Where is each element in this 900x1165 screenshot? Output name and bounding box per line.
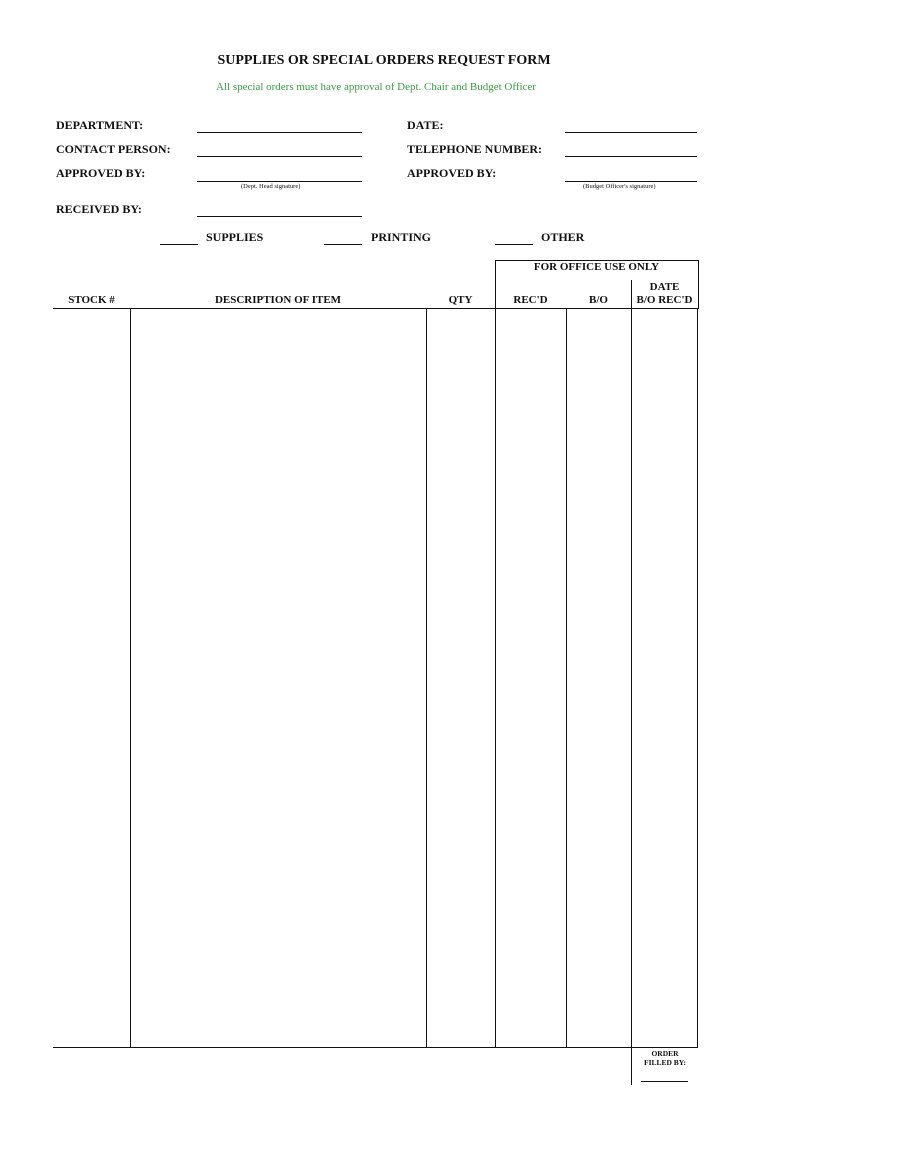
budget-officer-signature-caption: (Budget Officer's signature): [583, 183, 656, 190]
bo-column-header: B/O: [589, 294, 608, 306]
date-column-header: DATE: [649, 281, 680, 293]
date-field[interactable]: [565, 132, 697, 133]
printing-check-line[interactable]: [324, 244, 362, 245]
filled-by-label: FILLED BY:: [643, 1058, 687, 1067]
budget-officer-signature-field[interactable]: [565, 181, 697, 182]
telephone-number-label: TELEPHONE NUMBER:: [407, 142, 543, 156]
received-by-field[interactable]: [197, 216, 362, 217]
order-label: ORDER: [651, 1049, 679, 1058]
contact-person-field[interactable]: [197, 156, 362, 157]
approved-by-right-label: APPROVED BY:: [407, 166, 497, 180]
received-by-label: RECEIVED BY:: [56, 202, 142, 216]
printing-label: PRINTING: [371, 230, 432, 244]
item-rows-area[interactable]: [53, 309, 697, 1046]
office-use-only-label: FOR OFFICE USE ONLY: [533, 261, 660, 273]
table-bottom-rule: [53, 1047, 698, 1048]
telephone-number-field[interactable]: [565, 156, 697, 157]
dept-head-signature-caption: (Dept. Head signature): [241, 183, 301, 190]
department-field[interactable]: [197, 132, 362, 133]
other-label: OTHER: [541, 230, 585, 244]
form-subtitle: All special orders must have approval of Dept. Chair and Budget Officer: [216, 81, 536, 93]
recd-column-header: REC'D: [513, 294, 548, 306]
table-right-border: [697, 308, 698, 1047]
date-label: DATE:: [407, 118, 444, 132]
dept-head-signature-field[interactable]: [197, 181, 362, 182]
other-check-line[interactable]: [495, 244, 533, 245]
description-column-header: DESCRIPTION OF ITEM: [214, 294, 342, 306]
department-label: DEPARTMENT:: [56, 118, 144, 132]
stock-column-header: STOCK #: [68, 294, 115, 306]
supplies-label: SUPPLIES: [206, 230, 264, 244]
approved-by-left-label: APPROVED BY:: [56, 166, 146, 180]
form-title: SUPPLIES OR SPECIAL ORDERS REQUEST FORM: [217, 53, 551, 68]
supplies-check-line[interactable]: [160, 244, 198, 245]
filled-by-field[interactable]: [641, 1081, 688, 1082]
qty-column-header: QTY: [448, 294, 473, 306]
bo-recd-column-header: B/O REC'D: [636, 294, 693, 306]
contact-person-label: CONTACT PERSON:: [56, 142, 171, 156]
